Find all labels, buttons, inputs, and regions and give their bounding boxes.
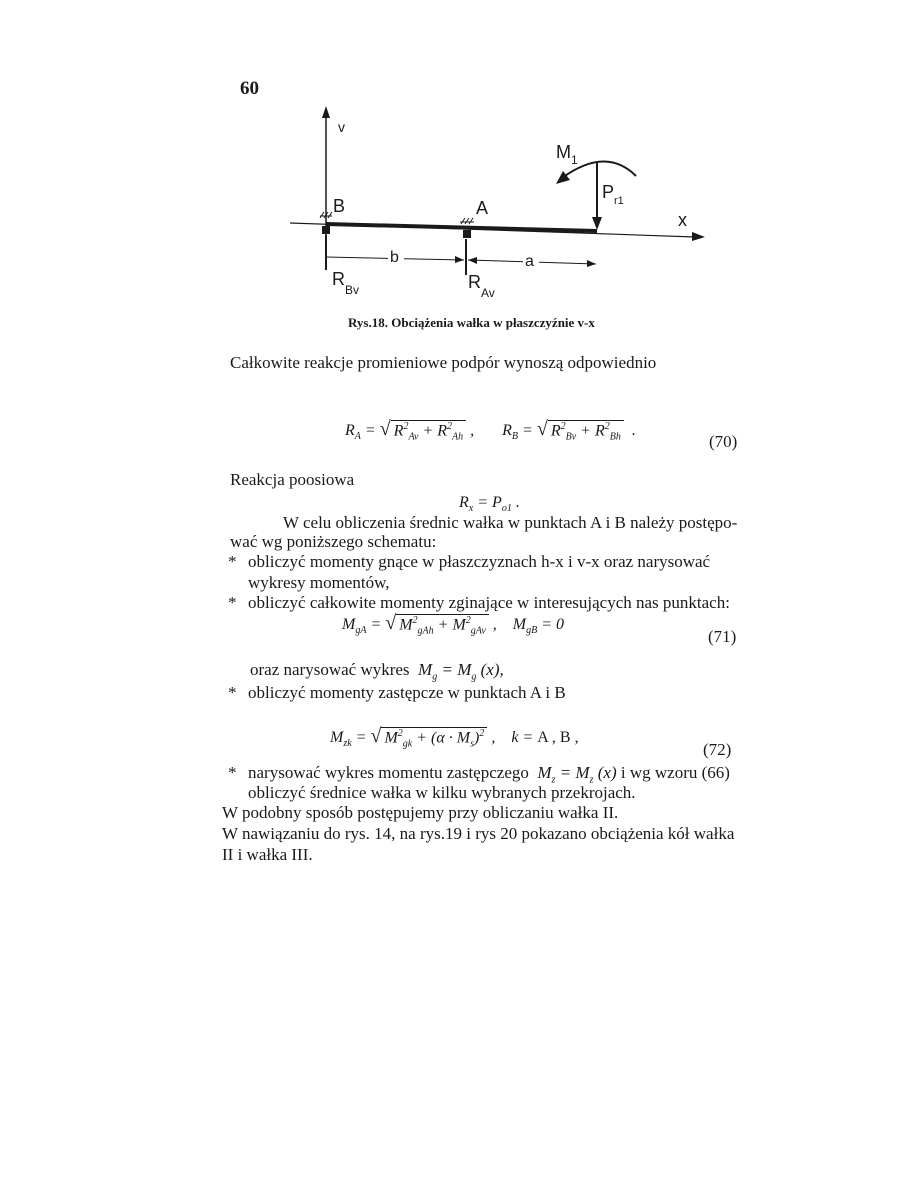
shaft	[326, 224, 597, 231]
equation-72-number: (72)	[703, 740, 732, 759]
paragraph-reference-2: II i wałka III.	[222, 845, 313, 864]
v-axis-arrowhead	[322, 106, 330, 118]
reaction-a-label: $R_{Av}$	[468, 272, 495, 300]
paragraph-axial: Reakcja poosiowa	[230, 470, 355, 489]
paragraph-reactions: Całkowite reakcje promieniowe podpór wynoszą odpowiednio	[230, 353, 657, 372]
bullet-item-2: * obliczyć całkowite momenty zginające w interesujących nas punktach:	[228, 593, 730, 612]
bullet-item-1-cont: wykresy momentów,	[248, 573, 390, 592]
support-b-label: B	[333, 196, 346, 216]
dimension-a-label: a	[525, 253, 534, 270]
equation-70-number: (70)	[709, 432, 738, 451]
paragraph-moment-chart: oraz narysować wykres $M_g = M_g$ (x),	[250, 660, 504, 683]
x-axis-label: x	[678, 210, 687, 230]
figure-caption: Rys.18. Obciążenia wałka w płaszczyźnie v-x	[348, 315, 595, 330]
moment-label: $M_1$	[556, 142, 578, 167]
equation-71: $M_{gA}$ = √ $M^2_{gAh} + M^2_{gAv}$ , $M_{gB} = 0$	[342, 612, 565, 637]
paragraph-procedure-1: W celu obliczenia średnic wałka w punktach A i B należy postępo-	[283, 513, 738, 532]
load-diagram	[280, 100, 720, 315]
reaction-b-label: $R_{Bv}$	[332, 269, 360, 297]
bullet-item-1: * obliczyć momenty gnące w płaszczyznach h-x i v-x oraz narysować	[228, 552, 711, 571]
equation-70: $R_A$ = √ $R^2_{Av} + R^2_{Ah}$ , $R_B$ = √ $R^2_{Bv} + R^2_{Bh}$ .	[345, 418, 636, 443]
equation-71-number: (71)	[708, 627, 737, 646]
paragraph-reference-1: W nawiązaniu do rys. 14, na rys.19 i rys 20 pokazano obciążenia kół wałka	[222, 824, 735, 843]
bullet-item-3: * obliczyć momenty zastępcze w punktach A i B	[228, 683, 566, 702]
page-number: 60	[240, 78, 259, 99]
bullet-item-4: * narysować wykres momentu zastępczego $M_z = M_z$ (x) i wg wzoru (66)	[228, 763, 730, 786]
paragraph-shaft-ii: W podobny sposób postępujemy przy obliczaniu wałka II.	[222, 803, 619, 822]
v-axis-label: v	[338, 119, 345, 135]
equation-72: $M_{zk}$ = √ $M^2_{gk} + (\alpha \cdot M_s)^2$ , k = A , B ,	[330, 725, 579, 750]
x-axis-arrowhead	[692, 232, 705, 241]
bullet-item-4-cont: obliczyć średnice wałka w kilku wybranych przekrojach.	[248, 783, 636, 802]
paragraph-procedure-2: wać wg poniższego schematu:	[230, 532, 437, 551]
force-label: $P_{r1}$	[602, 182, 624, 207]
dimension-b-label: b	[390, 249, 399, 266]
equation-axial: $R_x = P_{o1}$ .	[459, 494, 520, 515]
support-a-label: A	[476, 198, 489, 218]
